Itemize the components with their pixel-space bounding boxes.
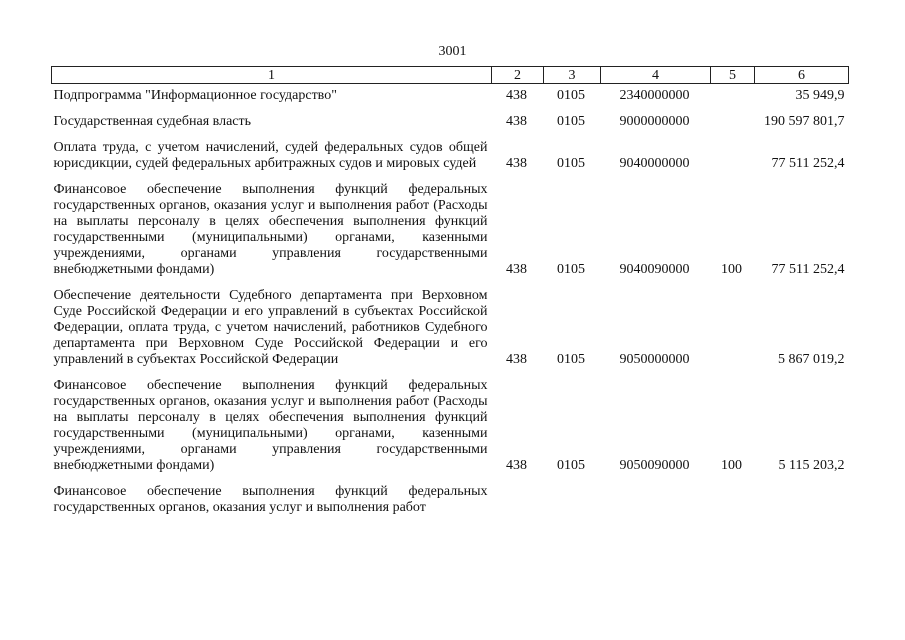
row-amount: 190 597 801,7	[764, 114, 845, 129]
row-expense-type	[711, 104, 755, 130]
row-section-code	[544, 474, 601, 516]
header-row	[52, 67, 849, 84]
row-ministry-code	[492, 474, 544, 516]
row-target-code	[601, 474, 711, 516]
row-expense-type	[711, 130, 755, 172]
row-target-code: 9050000000	[619, 352, 690, 367]
header-col-4: 4	[601, 67, 711, 84]
table-row	[52, 368, 849, 474]
row-expense-type: 100	[721, 458, 742, 473]
table-row	[52, 130, 849, 172]
row-expense-type	[711, 474, 755, 516]
row-target-code: 2340000000	[619, 88, 690, 103]
page-number: 3001	[438, 44, 467, 59]
row-amount: 77 511 252,4	[771, 262, 845, 277]
table-row	[52, 84, 849, 105]
row-ministry-code: 438	[506, 458, 527, 473]
table-row	[52, 278, 849, 368]
row-ministry-code: 438	[506, 114, 527, 129]
table-row	[52, 104, 849, 130]
header-col-2: 2	[492, 67, 544, 84]
row-section-code: 0105	[557, 156, 585, 171]
row-amount	[755, 474, 849, 516]
row-expense-type	[711, 278, 755, 368]
table-row	[52, 474, 849, 516]
header-col-5: 5	[711, 67, 755, 84]
row-target-code: 9050090000	[619, 458, 690, 473]
row-ministry-code: 438	[506, 262, 527, 277]
row-target-code: 9000000000	[619, 114, 690, 129]
row-amount: 5 867 019,2	[778, 352, 845, 367]
row-name: Финансовое обеспечение выполнения функций федеральных государственных органов, оказания услуг и выполнения работ (Расходы на выплаты персоналу в целях обеспечения выполнения функций государственными (муниципальными) органами, казенными учреждениями, органами управления государственными внебюджетными фондами)	[53, 378, 488, 473]
row-amount: 77 511 252,4	[771, 156, 845, 171]
row-expense-type: 100	[721, 262, 742, 277]
table-row	[52, 172, 849, 278]
row-section-code: 0105	[557, 114, 585, 129]
row-name: Государственная судебная власть	[53, 114, 252, 129]
row-ministry-code: 438	[506, 352, 527, 367]
header-col-3: 3	[544, 67, 601, 84]
row-name: Обеспечение деятельности Судебного департамента при Верховном Суде Российской Федерации и его управлений в субъектах Российской Федерации, оплата труда, с учетом начислений, работников Судебного департамента при Верховном Суде Российской Федерации и его управлений в субъектах Российской Федерации	[53, 288, 488, 367]
row-ministry-code: 438	[506, 156, 527, 171]
row-amount: 5 115 203,2	[778, 458, 845, 473]
row-name: Финансовое обеспечение выполнения функций федеральных государственных органов, оказания услуг и выполнения работ	[53, 484, 488, 515]
row-name: Финансовое обеспечение выполнения функций федеральных государственных органов, оказания услуг и выполнения работ (Расходы на выплаты персоналу в целях обеспечения выполнения функций государственными (муниципальными) органами, казенными учреждениями, органами управления государственными внебюджетными фондами)	[53, 182, 488, 277]
row-section-code: 0105	[557, 88, 585, 103]
table-header	[52, 67, 849, 84]
row-ministry-code: 438	[506, 88, 527, 103]
row-section-code: 0105	[557, 458, 585, 473]
row-amount: 35 949,9	[795, 88, 845, 103]
row-expense-type	[711, 84, 755, 105]
header-col-6: 6	[755, 67, 849, 84]
row-name: Подпрограмма "Информационное государство"	[53, 88, 337, 103]
row-target-code: 9040000000	[619, 156, 690, 171]
row-target-code: 9040090000	[619, 262, 690, 277]
header-col-1: 1	[52, 67, 492, 84]
row-section-code: 0105	[557, 262, 585, 277]
row-name: Оплата труда, с учетом начислений, судей федеральных судов общей юрисдикции, судей федеральных арбитражных судов и мировых судей	[53, 140, 488, 171]
budget-table	[51, 66, 849, 516]
row-section-code: 0105	[557, 352, 585, 367]
table-body	[52, 84, 849, 517]
